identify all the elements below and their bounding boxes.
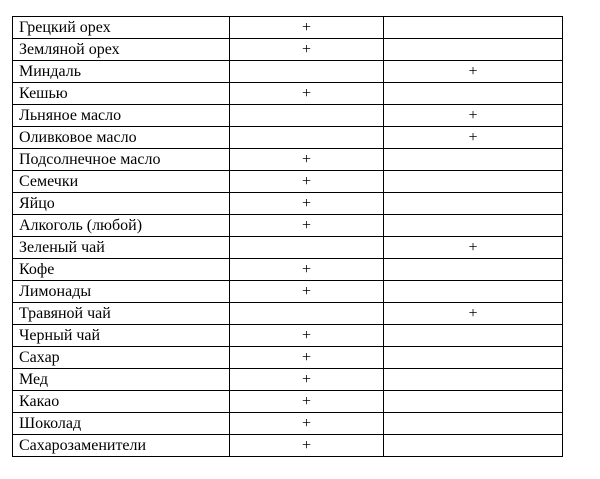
mark-cell-col-a	[230, 127, 384, 149]
table-row	[13, 391, 563, 413]
mark-cell-col-a	[230, 105, 384, 127]
product-name-cell: Зеленый чай	[13, 237, 230, 259]
product-name-cell: Миндаль	[13, 61, 230, 83]
table-row	[13, 105, 563, 127]
mark-cell-col-b	[384, 369, 563, 391]
mark-cell-col-b	[384, 325, 563, 347]
product-name-cell: Льняное масло	[13, 105, 230, 127]
mark-cell-col-b	[384, 281, 563, 303]
mark-cell-col-b	[384, 391, 563, 413]
mark-cell-col-a: +	[230, 39, 384, 61]
mark-cell-col-b	[384, 259, 563, 281]
table-row	[13, 325, 563, 347]
mark-cell-col-a: +	[230, 83, 384, 105]
mark-cell-col-a: +	[230, 149, 384, 171]
table-row	[13, 303, 563, 325]
table-row	[13, 413, 563, 435]
product-name-cell: Земляной орех	[13, 39, 230, 61]
product-name-cell: Подсолнечное масло	[13, 149, 230, 171]
product-name-cell: Кешью	[13, 83, 230, 105]
mark-cell-col-b: +	[384, 127, 563, 149]
table-row	[13, 237, 563, 259]
table-row	[13, 17, 563, 39]
product-name-cell: Лимонады	[13, 281, 230, 303]
table-row	[13, 193, 563, 215]
product-name-cell: Алкоголь (любой)	[13, 215, 230, 237]
product-name-cell: Оливковое масло	[13, 127, 230, 149]
mark-cell-col-b	[384, 347, 563, 369]
product-name-cell: Травяной чай	[13, 303, 230, 325]
mark-cell-col-a: +	[230, 369, 384, 391]
table-row	[13, 83, 563, 105]
mark-cell-col-a: +	[230, 215, 384, 237]
product-name-cell: Шоколад	[13, 413, 230, 435]
mark-cell-col-a: +	[230, 435, 384, 457]
mark-cell-col-a: +	[230, 413, 384, 435]
mark-cell-col-a: +	[230, 325, 384, 347]
product-name-cell: Какао	[13, 391, 230, 413]
mark-cell-col-b	[384, 39, 563, 61]
table-row	[13, 171, 563, 193]
mark-cell-col-a: +	[230, 171, 384, 193]
mark-cell-col-a: +	[230, 391, 384, 413]
table-row	[13, 215, 563, 237]
table-row	[13, 39, 563, 61]
mark-cell-col-a	[230, 303, 384, 325]
mark-cell-col-a: +	[230, 259, 384, 281]
mark-cell-col-b	[384, 171, 563, 193]
mark-cell-col-b	[384, 215, 563, 237]
table-row	[13, 61, 563, 83]
table-row	[13, 281, 563, 303]
mark-cell-col-b	[384, 435, 563, 457]
mark-cell-col-b	[384, 413, 563, 435]
product-name-cell: Сахар	[13, 347, 230, 369]
mark-cell-col-a	[230, 237, 384, 259]
table-row	[13, 369, 563, 391]
mark-cell-col-b	[384, 83, 563, 105]
mark-cell-col-a: +	[230, 17, 384, 39]
mark-cell-col-b: +	[384, 237, 563, 259]
product-table	[12, 16, 563, 457]
mark-cell-col-b: +	[384, 303, 563, 325]
mark-cell-col-b	[384, 193, 563, 215]
product-name-cell: Яйцо	[13, 193, 230, 215]
product-name-cell: Грецкий орех	[13, 17, 230, 39]
table-row	[13, 127, 563, 149]
mark-cell-col-a	[230, 61, 384, 83]
mark-cell-col-a: +	[230, 193, 384, 215]
mark-cell-col-a: +	[230, 281, 384, 303]
mark-cell-col-b	[384, 17, 563, 39]
product-name-cell: Семечки	[13, 171, 230, 193]
table-row	[13, 259, 563, 281]
table-row	[13, 149, 563, 171]
table-row	[13, 347, 563, 369]
mark-cell-col-a: +	[230, 347, 384, 369]
mark-cell-col-b	[384, 149, 563, 171]
product-name-cell: Черный чай	[13, 325, 230, 347]
table-body	[13, 17, 563, 457]
product-name-cell: Сахарозаменители	[13, 435, 230, 457]
product-name-cell: Мед	[13, 369, 230, 391]
product-name-cell: Кофе	[13, 259, 230, 281]
mark-cell-col-b: +	[384, 105, 563, 127]
table-row	[13, 435, 563, 457]
mark-cell-col-b: +	[384, 61, 563, 83]
